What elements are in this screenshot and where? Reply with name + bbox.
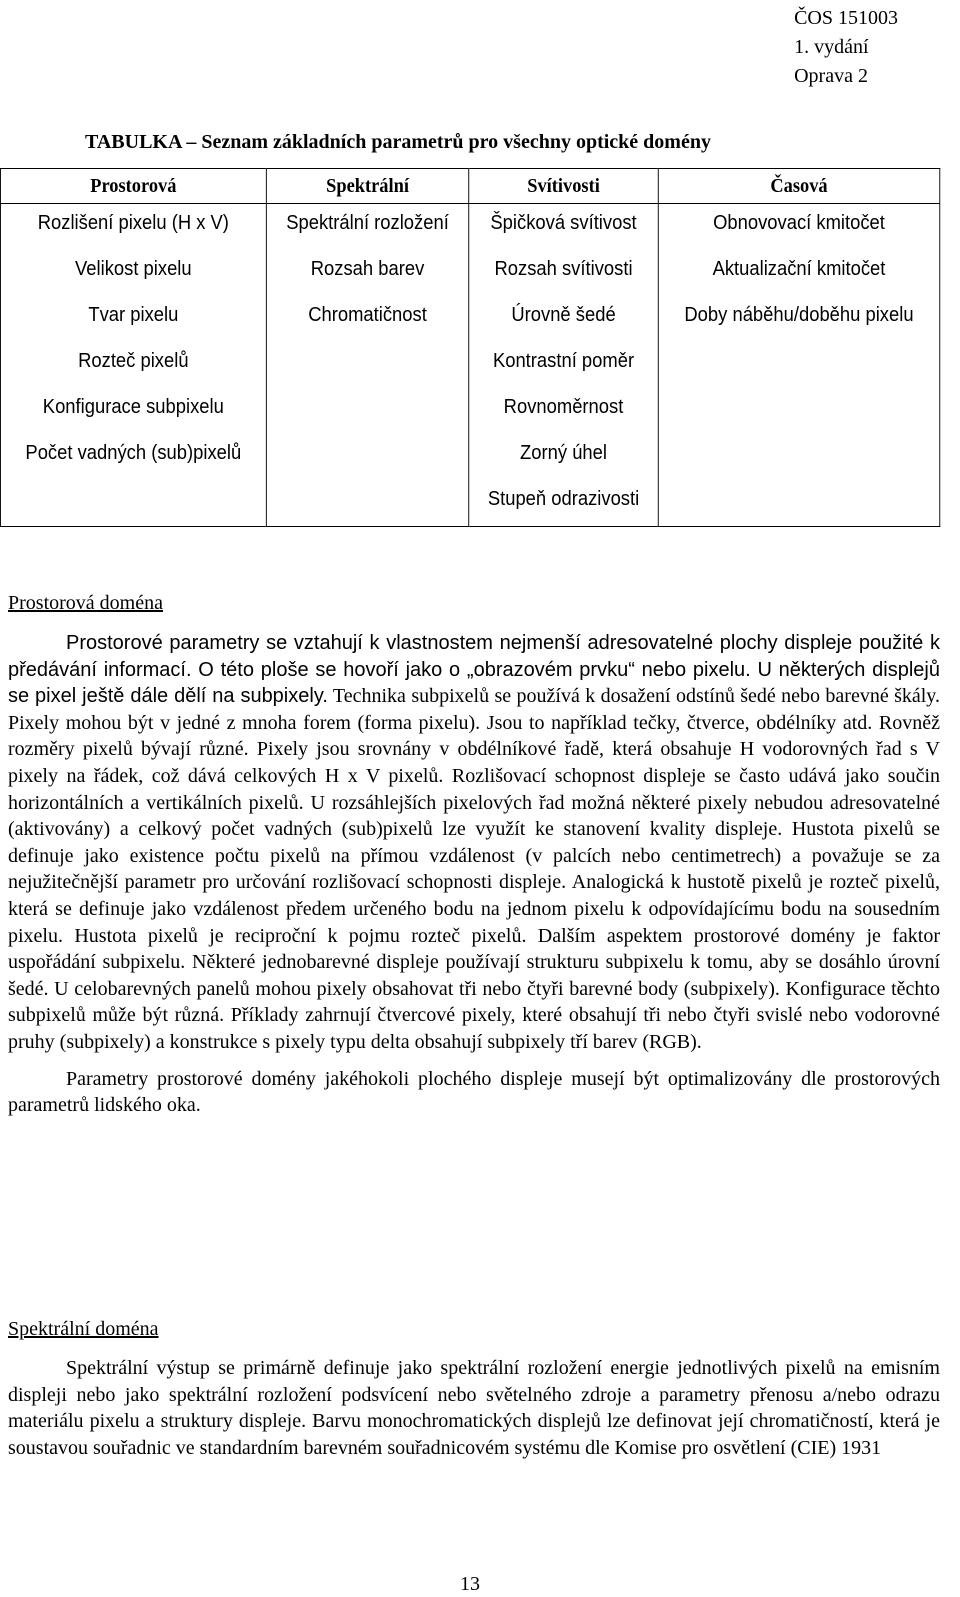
table-row (0, 250, 939, 296)
table-cell: Rozteč pixelů (78, 350, 189, 372)
table-title: TABULKA – Seznam základních parametrů pro všechny optické domény (85, 131, 711, 153)
table-cell (658, 388, 940, 434)
table-cell (266, 480, 469, 527)
parameters-table (0, 168, 940, 527)
spectral-domain-heading: Spektrální doména (8, 1318, 159, 1340)
spatial-paragraph-2: Parametry prostorové domény jakéhokoli plochého displeje musejí být optimalizovány dle prostorových parametrů lidského oka. (8, 1067, 940, 1117)
standard-code: ČOS 151003 (794, 7, 898, 29)
table-cell (266, 342, 469, 388)
table-cell: Velikost pixelu (75, 258, 192, 280)
table-cell: Chromatičnost (266, 296, 469, 342)
table-row (0, 342, 939, 388)
table-header-row (0, 169, 939, 204)
table-cell: Rovnoměrnost (469, 388, 658, 434)
table-row (0, 204, 939, 251)
table-cell: Zorný úhel (469, 434, 658, 480)
table-row (0, 388, 939, 434)
column-header: Časová (658, 169, 940, 204)
spatial-domain-heading: Prostorová doména (8, 592, 163, 614)
column-header: Prostorová (0, 169, 266, 204)
table-row (0, 434, 939, 480)
table-cell: Doby náběhu/doběhu pixelu (658, 296, 940, 342)
table-cell (266, 388, 469, 434)
table-cell: Kontrastní poměr (469, 342, 658, 388)
spatial-paragraph-1 (8, 630, 940, 1056)
spatial-paragraph-1a: Prostorové parametry se vztahují k vlastnostem nejmenší adresovatelné plochy displeje použité k předávání informací. O této ploše se hovoří jako o „obrazovém prvku“ nebo pixelu. U některých displejů se pixel ještě dále dělí na subpixely. (8, 632, 940, 708)
spectral-domain-body (8, 1355, 940, 1461)
table-cell: Tvar pixelu (88, 304, 179, 326)
amendment: Oprava 2 (794, 65, 868, 87)
table-cell: Stupeň odrazivosti (469, 480, 658, 527)
table-cell (266, 434, 469, 480)
table-cell (0, 480, 266, 527)
spatial-domain-body (8, 630, 940, 1119)
spatial-paragraph-1b: Technika subpixelů se používá k dosažení odstínů šedé nebo barevné škály. Pixely mohou být v jedné z mnoha forem (forma pixelu). Jsou to například tečky, čtverce, obdélníky atd. Rovněž rozměry pixelů bývají různé. Pixely jsou srovnány v obdélníkové řadě, která obsahuje H vodorovných řad s V pixely na řádek, což dává celkových H x V pixelů. Rozlišovací schopnost displeje se často udává jako součin horizontálních a vertikálních pixelů. U rozsáhlejších pixelových řad možná některé pixely nebudou adresovatelné (aktivovány) a celkový počet vadných (sub)pixelů lze využít ke stanovení kvality displeje. Hustota pixelů se definuje jako existence počtu pixelů na přímou vzdálenost (v palcích nebo centimetrech) a považuje se za nejužitečnější parametr pro určování rozlišovací schopnosti displeje. Analogická k hustotě pixelů je rozteč pixelů, která se definuje jako vzdálenost předem určeného bodu na jednom pixelu k odpovídajícímu bodu na sousedním pixelu. Hustota pixelů je reciproční k pojmu rozteč pixelů. Dalším aspektem prostorové domény je faktor uspořádání subpixelu. Některé jednobarevné displeje používají strukturu subpixelu k tomu, aby se dosáhlo úrovní šedé. U celobarevných panelů mohou pixely obsahovat tři nebo čtyři barevné body (subpixely). Konfigurace těchto subpixelů může být různá. Příklady zahrnují čtvercové pixely, které obsahují tři nebo čtyři svislé nebo vodorovné pruhy (subpixely) a konstrukce s pixely typu delta obsahují subpixely tří barev (RGB). (8, 685, 940, 1053)
edition: 1. vydání (794, 36, 869, 58)
table-cell: Špičková svítivost (469, 204, 658, 251)
column-header: Spektrální (266, 169, 469, 204)
table-cell (658, 342, 940, 388)
table-cell: Počet vadných (sub)pixelů (25, 442, 242, 464)
table-cell: Konfigurace subpixelu (42, 396, 224, 418)
table-row (0, 480, 939, 527)
spectral-paragraph-1: Spektrální výstup se primárně definuje jako spektrální rozložení energie jednotlivých pixelů na emisním displeji nebo jako spektrální rozložení podsvícení nebo světelného zdroje a parametry přenosu a/nebo odrazu materiálu pixelu a struktury displeje. Barvu monochromatických displejů lze definovat její chromatičností, která je soustavou souřadnic ve standardním barevném souřadnicovém systému dle Komise pro osvětlení (CIE) 1931 (8, 1357, 940, 1459)
table-cell (658, 480, 940, 527)
document-header (794, 4, 898, 91)
table-row (0, 296, 939, 342)
column-header: Svítivosti (469, 169, 658, 204)
page-number: 13 (460, 1573, 480, 1595)
table-cell: Obnovovací kmitočet (658, 204, 940, 251)
table-cell: Úrovně šedé (469, 296, 658, 342)
table-cell: Spektrální rozložení (266, 204, 469, 251)
table-cell (658, 434, 940, 480)
table-cell: Rozsah barev (266, 250, 469, 296)
table-cell: Rozlišení pixelu (H x V) (37, 212, 229, 234)
table-cell: Aktualizační kmitočet (658, 250, 940, 296)
table-cell: Rozsah svítivosti (469, 250, 658, 296)
